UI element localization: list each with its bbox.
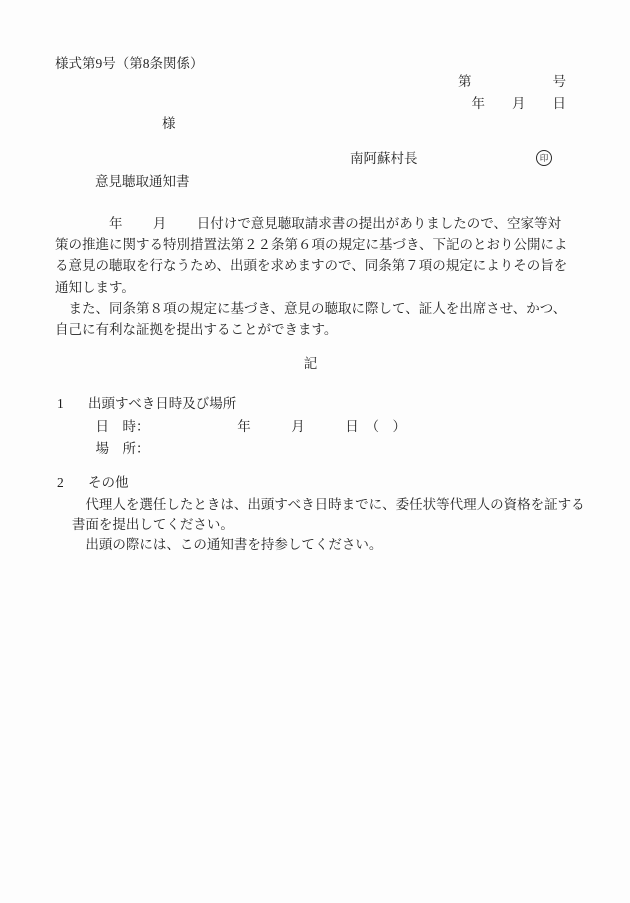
document-number-line: 第 号 (458, 74, 566, 89)
item-2-heading (57, 474, 129, 491)
seal-text: 印 (539, 152, 549, 163)
document-title: 意見聴取通知書 (95, 174, 190, 189)
form-number: 様式第9号（第8条関係） (55, 56, 204, 71)
item-2-title: その他 (88, 475, 129, 490)
paragraph-line: る意見の聴取を行なうため、出頭を求めますので、同条第７項の規定によりその旨を (55, 258, 568, 273)
paragraph-line: 策の推進に関する特別措置法第２２条第６項の規定に基づき、下記のとおり公開によ (55, 237, 568, 252)
item-1-heading (57, 395, 236, 412)
document-date-line: 年 月 日 (471, 96, 566, 111)
item-2-line: 出頭の際には、この通知書を持参してください。 (55, 537, 383, 552)
item-2-number: 2 (57, 475, 64, 490)
item-1-place-line: 場 所： (55, 441, 150, 456)
item-2-line: 書面を提出してください。 (55, 517, 234, 532)
paragraph-line: 通知します。 (55, 280, 135, 295)
paragraph-line: 年 月 日付けで意見聴取請求書の提出がありましたので、空家等対 (55, 216, 561, 231)
issuer-title: 南阿蘇村長 (350, 151, 418, 166)
item-1-title: 出頭すべき日時及び場所 (88, 396, 237, 411)
item-2-line: 代理人を選任したときは、出頭すべき日時までに、委任状等代理人の資格を証する (55, 497, 585, 512)
item-1-datetime-line: 日 時： 年 月 日 （ ） (55, 419, 406, 434)
paragraph-line: 自己に有利な証拠を提出することができます。 (55, 322, 338, 337)
addressee-suffix: 様 (162, 116, 176, 131)
item-1-number: 1 (57, 396, 64, 411)
paragraph-line: また、同条第８項の規定に基づき、意見の聴取に際して、証人を出席させ、かつ、 (55, 301, 567, 316)
seal-mark (536, 150, 552, 166)
record-marker: 記 (303, 356, 318, 371)
